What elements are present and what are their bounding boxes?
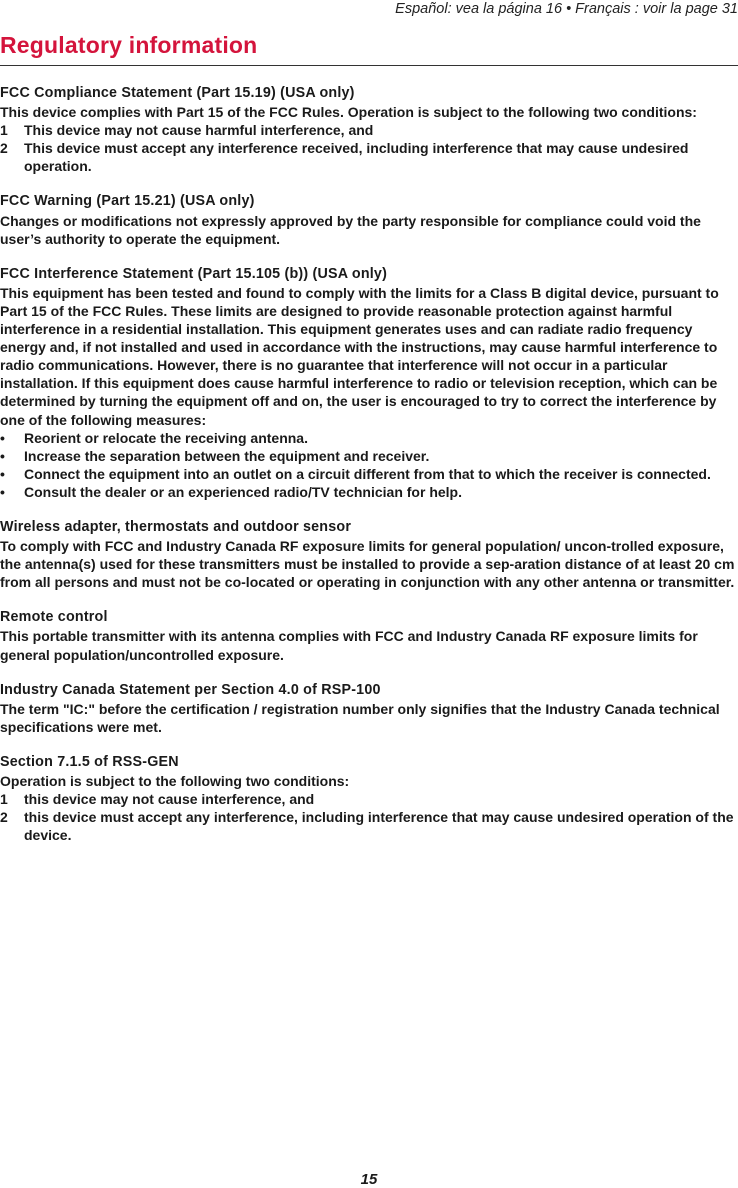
section-body: To comply with FCC and Industry Canada RF exposure limits for general population/ uncon-trolled exposure, the antenna(s) used for these transmitters must be installed to provide a sep-aration distance of at least 20 cm from all persons and must not be co-located or operating in conjunction with any other antenna or transmitter. — [0, 538, 735, 591]
list-item-text: Consult the dealer or an experienced radio/TV technician for help. — [24, 483, 462, 500]
list-item-text: This device must accept any interference received, including interference that may cause undesired operation. — [24, 140, 689, 175]
page-title: Regulatory information — [0, 32, 258, 58]
section-industry-canada — [0, 681, 736, 736]
section-body: Changes or modifications not expressly approved by the party responsible for compliance could void the user’s authority to operate the equipment. — [0, 212, 701, 247]
list-item — [0, 447, 736, 465]
section-body: Operation is subject to the following two conditions: — [0, 773, 350, 789]
list-item — [0, 429, 736, 447]
list-item-text: This device may not cause harmful interference, and — [24, 122, 374, 139]
section-heading: FCC Compliance Statement (Part 15.19) (USA only) — [0, 85, 355, 101]
list-item-text: Reorient or relocate the receiving antenna. — [24, 429, 308, 446]
bullet-marker: • — [0, 447, 5, 464]
list-marker: 2 — [0, 809, 8, 826]
numbered-list — [0, 790, 736, 844]
bullet-marker: • — [0, 429, 5, 446]
list-marker: 1 — [0, 791, 8, 808]
regulatory-content — [0, 84, 736, 861]
section-body: The term "IC:" before the certification / registration number only signifies that the Industry Canada technical specifications were met. — [0, 700, 720, 735]
list-item-text: Increase the separation between the equipment and receiver. — [24, 447, 430, 464]
section-rss-gen — [0, 753, 736, 844]
bullet-marker: • — [0, 465, 5, 482]
title-divider — [0, 65, 738, 66]
section-fcc-warning — [0, 192, 736, 247]
section-heading: FCC Warning (Part 15.21) (USA only) — [0, 193, 255, 210]
section-remote-control — [0, 608, 736, 663]
section-heading: Section 7.1.5 of RSS-GEN — [0, 753, 179, 770]
section-fcc-compliance — [0, 84, 736, 175]
section-fcc-interference — [0, 265, 736, 501]
section-heading: Remote control — [0, 609, 108, 626]
section-wireless-adapter — [0, 518, 736, 591]
list-item — [0, 790, 736, 808]
section-heading: Industry Canada Statement per Section 4.0 of RSP-100 — [0, 681, 381, 698]
section-body: This equipment has been tested and found to comply with the limits for a Class B digital device, pursuant to Part 15 of the FCC Rules. These limits are designed to provide reasonable protection against harmful interference in a residential installation. This equipment generates uses and can radiate radio frequency energy and, if not installed and used in accordance with the instructions, may cause harmful interference to radio communications. However, there is no guarantee that interference will not occur in a particular installation. If this equipment does cause harmful interference to radio or television reception, which can be determined by turning the equipment off and on, the user is encouraged to try to correct the interference by one of the following measures: — [0, 284, 719, 428]
section-body: This device complies with Part 15 of the FCC Rules. Operation is subject to the following two conditions: — [0, 104, 697, 121]
bullet-marker: • — [0, 483, 5, 500]
numbered-list — [0, 121, 736, 175]
list-marker: 1 — [0, 122, 8, 139]
list-item — [0, 483, 736, 501]
list-item — [0, 465, 736, 483]
list-item — [0, 139, 736, 175]
language-cross-reference: Español: vea la página 16 • Français : voir la page 31 — [395, 1, 738, 17]
list-item-text: Connect the equipment into an outlet on a circuit different from that to which the receiver is connected. — [24, 465, 711, 482]
list-item-text: this device must accept any interference, including interference that may cause undesired operation of the device. — [24, 809, 734, 844]
section-body: This portable transmitter with its antenna complies with FCC and Industry Canada RF exposure limits for general population/uncontrolled exposure. — [0, 628, 698, 663]
list-item — [0, 121, 736, 139]
list-item — [0, 808, 736, 844]
bullet-list — [0, 429, 736, 501]
list-item-text: this device may not cause interference, and — [24, 791, 315, 808]
page-number: 15 — [360, 1171, 378, 1188]
section-heading: FCC Interference Statement (Part 15.105 (b)) (USA only) — [0, 265, 388, 282]
list-marker: 2 — [0, 140, 8, 157]
section-heading: Wireless adapter, thermostats and outdoor sensor — [0, 518, 352, 535]
